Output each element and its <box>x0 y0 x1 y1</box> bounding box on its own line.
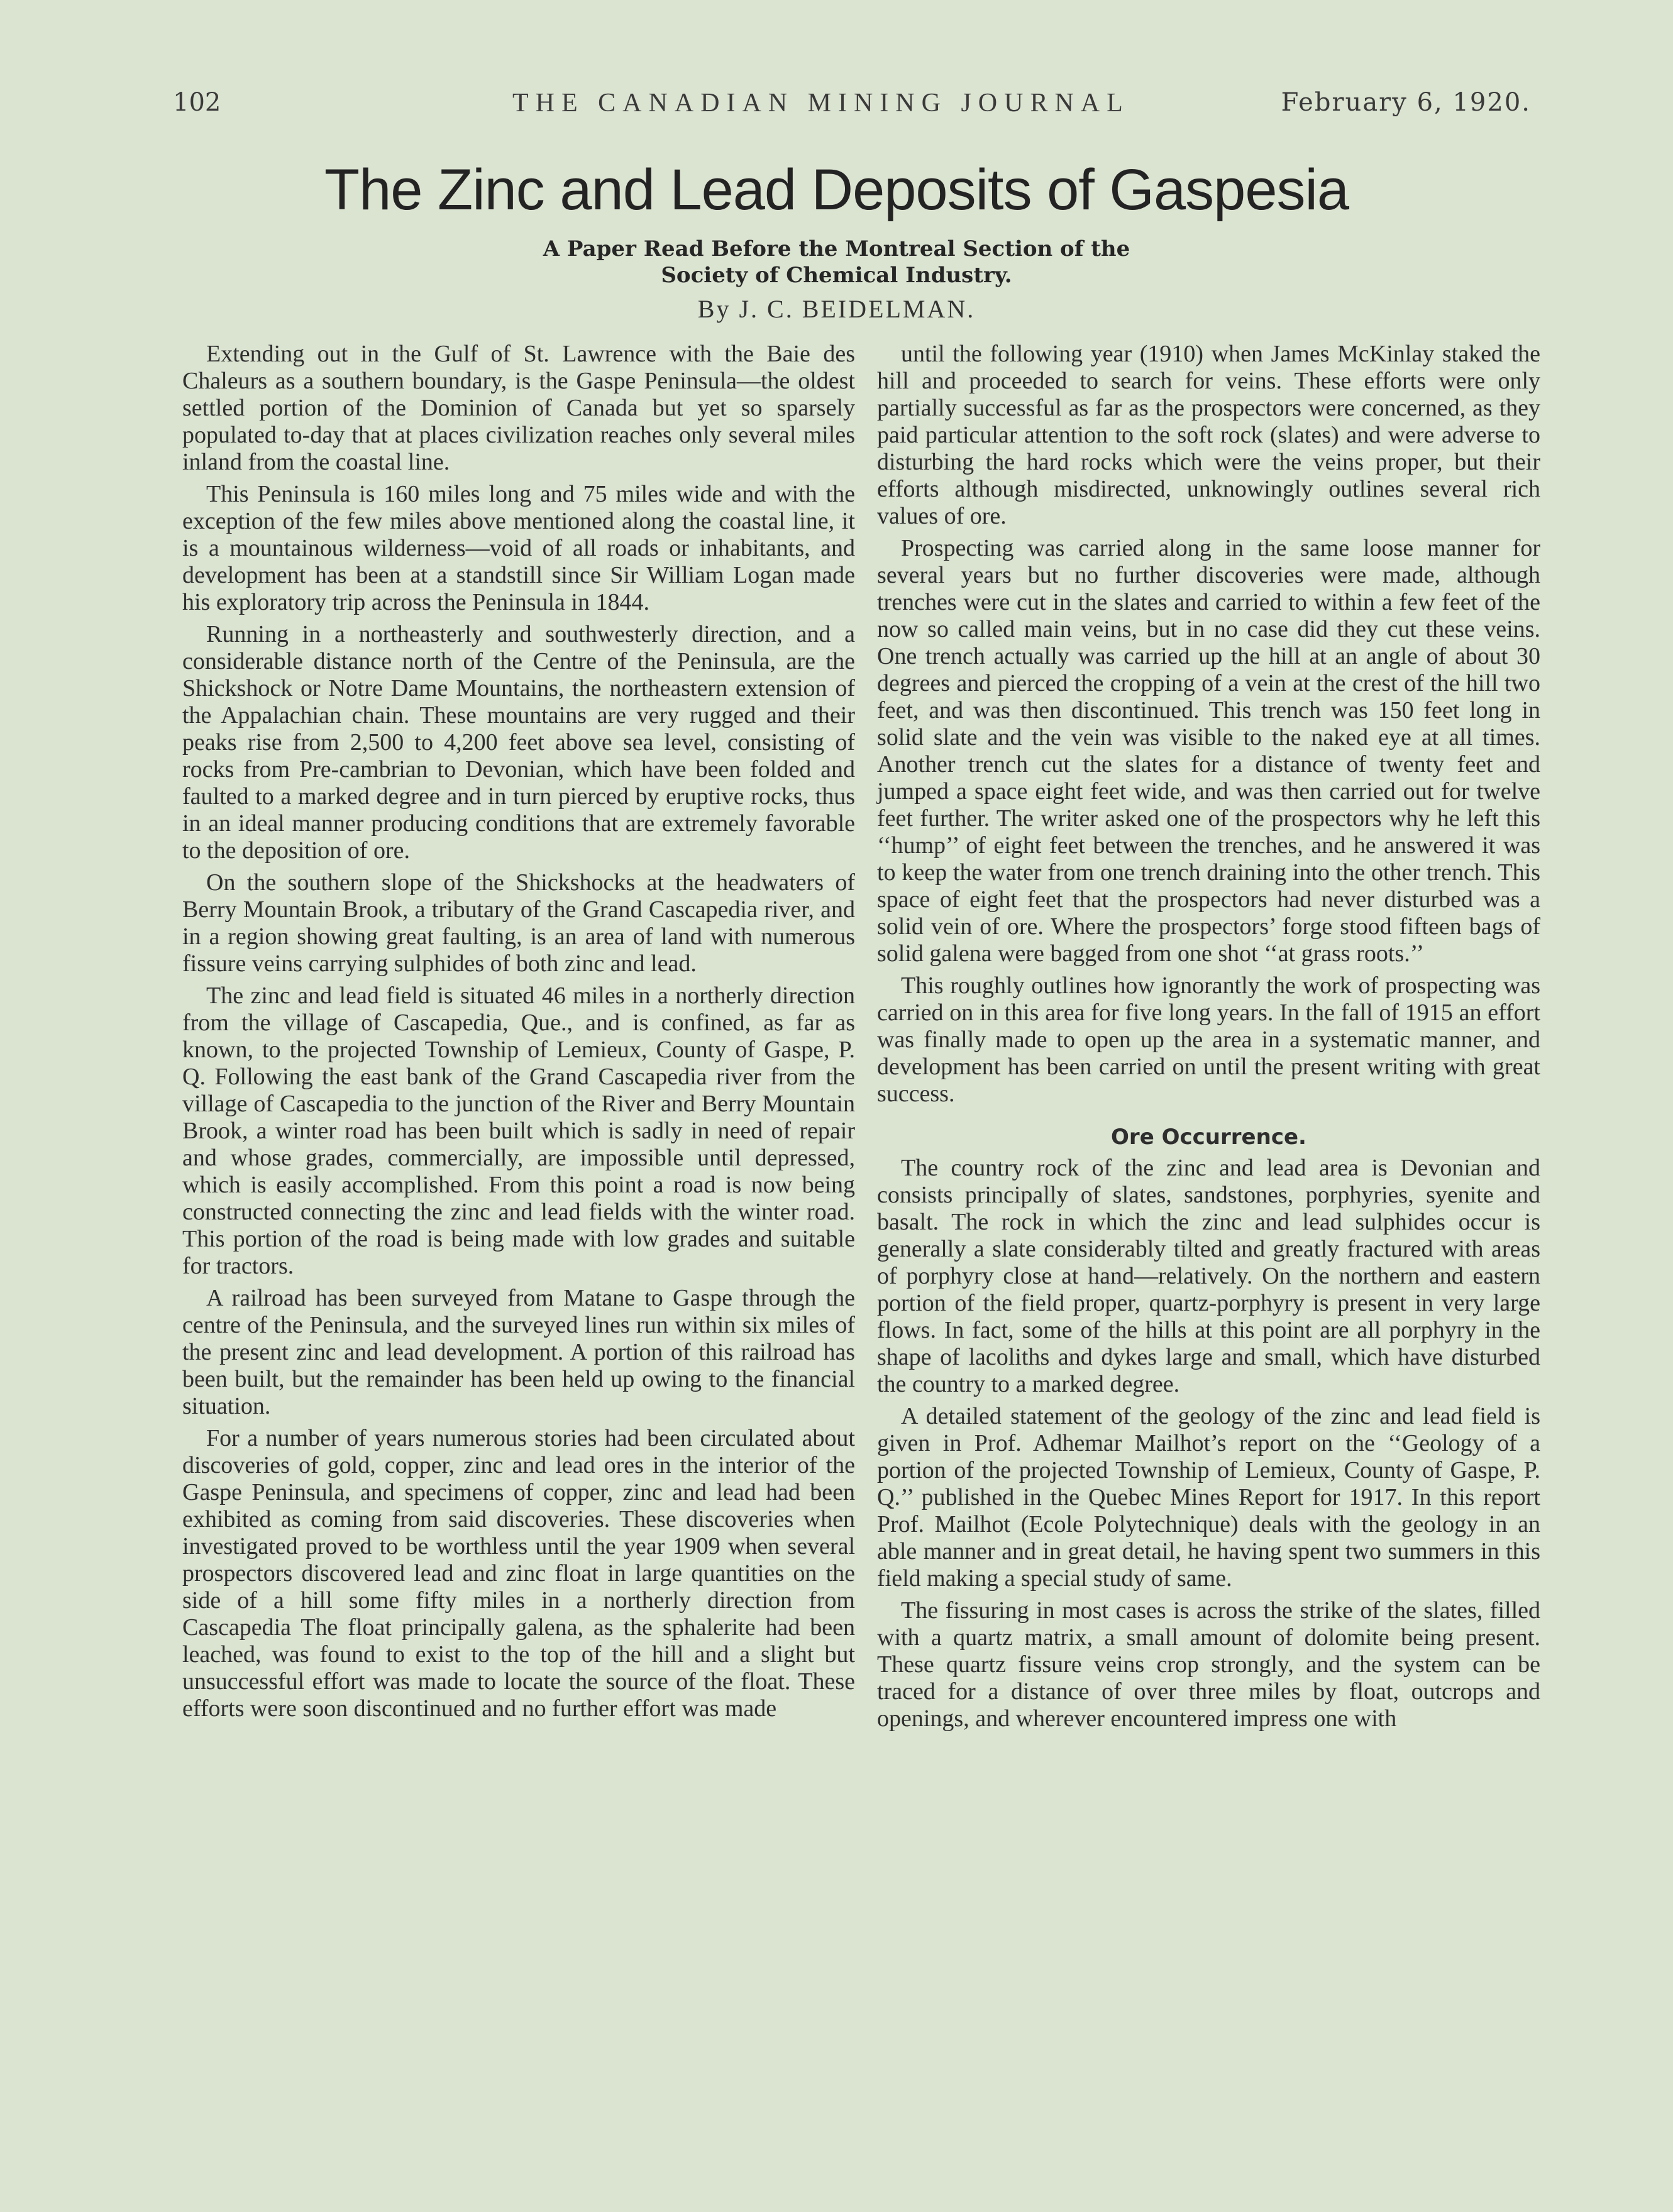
section-heading: Ore Occurrence. <box>1111 1125 1306 1150</box>
left-column <box>182 341 855 2050</box>
byline: By J. C. BEIDELMAN. <box>697 295 976 323</box>
paragraph: The fissuring in most cases is across the strike of the slates, filled with a quartz matrix, a small amount of dolomite being present. These quartz fissure veins crop strongly, and the system can be traced for a distance of over three miles by float, outcrops and openings, and wherever encountered impress one with <box>877 1597 1540 1732</box>
paragraph: A railroad has been surveyed from Matane to Gaspe through the centre of the Peninsula, and the surveyed lines run within six miles of the present zinc and lead development. A portion of this railroad has been built, but the remainder has been held up owing to the financial situation. <box>182 1285 855 1419</box>
paragraph: The country rock of the zinc and lead area is Devonian and consists principally of slates, sandstones, porphyries, syenite and basalt. The rock in which the zinc and lead sulphides occur is generally a slate considerably tilted and greatly fractured with areas of porphyry close at hand—relatively. On the northern and eastern portion of the field proper, quartz-porphyry is present in very large flows. In fact, some of the hills at this point are all porphyry in the shape of lacoliths and dykes large and small, which have disturbed the country to a marked degree. <box>877 1155 1540 1397</box>
page-header <box>173 88 1531 138</box>
paragraph: For a number of years numerous stories had been circulated about discoveries of gold, copper, zinc and lead ores in the interior of the Gaspe Peninsula, and specimens of copper, zinc and lead had been exhibited as coming from said discoveries. These discoveries when investigated proved to be worthless until the year 1909 when several prospectors discovered lead and zinc float in large quantities on the side of a hill some fifty miles in a northerly direction from Cascapedia The float principally galena, as the sphalerite had been leached, was found to exist to the top of the hill and a slight but unsuccessful effort was made to locate the source of the float. These efforts were soon discontinued and no further effort was made <box>182 1425 855 1722</box>
paragraph: This Peninsula is 160 miles long and 75 miles wide and with the exception of the few miles above mentioned along the coastal line, it is a mountainous wilderness—void of all roads or inhabitants, and development has been at a standstill since Sir William Logan made his exploratory trip across the Peninsula in 1844. <box>182 481 855 615</box>
paragraph: The zinc and lead field is situated 46 miles in a northerly direction from the village of Cascapedia, Que., and is confined, as far as known, to the projected Township of Lemieux, County of Gaspe, P. Q. Following the east bank of the Grand Cascapedia river from the village of Cascapedia to the junction of the River and Berry Mountain Brook, a winter road has been built which is sadly in need of repair and whose grades, commercially, are impossible until depressed, which is easily accomplished. From this point a road is now being constructed connecting the zinc and lead fields with the winter road. This portion of the road is being made with low grades and suitable for tractors. <box>182 982 855 1279</box>
paragraph: This roughly outlines how ignorantly the work of prospecting was carried on in this area for five long years. In the fall of 1915 an effort was finally made to open up the area in a systematic manner, and development has been carried on until the present writing with great success. <box>877 972 1540 1107</box>
article-subtitle <box>0 236 1673 289</box>
article-title: The Zinc and Lead Deposits of Gaspesia <box>324 158 1349 222</box>
subtitle-line: Society of Chemical Industry. <box>661 263 1012 288</box>
paragraph: On the southern slope of the Shickshocks at the headwaters of Berry Mountain Brook, a tributary of the Grand Cascapedia river, and in a region showing great faulting, is an area of land with numerous fissure veins carrying sulphides of both zinc and lead. <box>182 869 855 977</box>
paragraph: Prospecting was carried along in the same loose manner for several years but no further discoveries were made, although trenches were cut in the slates and carried to within a few feet of the now so called main veins, but in no case did they cut these veins. One trench actually was carried up the hill at an angle of about 30 degrees and pierced the cropping of a vein at the crest of the hill two feet, and was then discontinued. This trench was 150 feet long in solid slate and the vein was visible to the naked eye at all times. Another trench cut the slates for a distance of twenty feet and jumped a space eight feet wide, and was then carried out for twelve feet further. The writer asked one of the prospectors why he left this ‘‘hump’’ of eight feet between the trenches, and he answered it was to keep the water from one trench draining into the other trench. This space of eight feet that the prospectors had never disturbed was a solid vein of ore. Where the prospectors’ forge stood fifteen bags of solid galena were bagged from one shot ‘‘at grass roots.’’ <box>877 535 1540 967</box>
subtitle-line: A Paper Read Before the Montreal Section of the <box>543 236 1130 261</box>
page-number: 102 <box>173 88 221 117</box>
paragraph: Running in a northeasterly and southwesterly direction, and a considerable distance north of the Centre of the Peninsula, are the Shickshock or Notre Dame Mountains, the northeastern extension of the Appalachian chain. These mountains are very rugged and their peaks rise from 2,500 to 4,200 feet above sea level, consisting of rocks from Pre-cambrian to Devonian, which have been folded and faulted to a marked degree and in turn pierced by eruptive rocks, thus in an ideal manner producing conditions that are extremely favorable to the deposition of ore. <box>182 621 855 864</box>
paragraph: A detailed statement of the geology of the zinc and lead field is given in Prof. Adhemar Mailhot’s report on the ‘‘Geology of a portion of the projected Township of Lemieux, County of Gaspe, P. Q.’’ published in the Quebec Mines Report for 1917. In this report Prof. Mailhot (Ecole Polytechnique) deals with the geology in an able manner and in great detail, he having spent two summers in this field making a special study of same. <box>877 1403 1540 1592</box>
journal-name: THE CANADIAN MINING JOURNAL <box>512 89 1130 118</box>
paragraph: Extending out in the Gulf of St. Lawrence with the Baie des Chaleurs as a southern boundary, is the Gaspe Peninsula—the oldest settled portion of the Dominion of Canada but yet so sparsely populated to-day that at places civilization reaches only several miles inland from the coastal line. <box>182 341 855 475</box>
paragraph: until the following year (1910) when James McKinlay staked the hill and proceeded to search for veins. These efforts were only partially successful as far as the prospectors were concerned, as they paid particular attention to the soft rock (slates) and were adverse to disturbing the hard rocks which were the veins proper, but their efforts although misdirected, unknowingly outlines several rich values of ore. <box>877 341 1540 529</box>
issue-date: February 6, 1920. <box>1281 88 1531 117</box>
right-column <box>877 341 1540 2050</box>
